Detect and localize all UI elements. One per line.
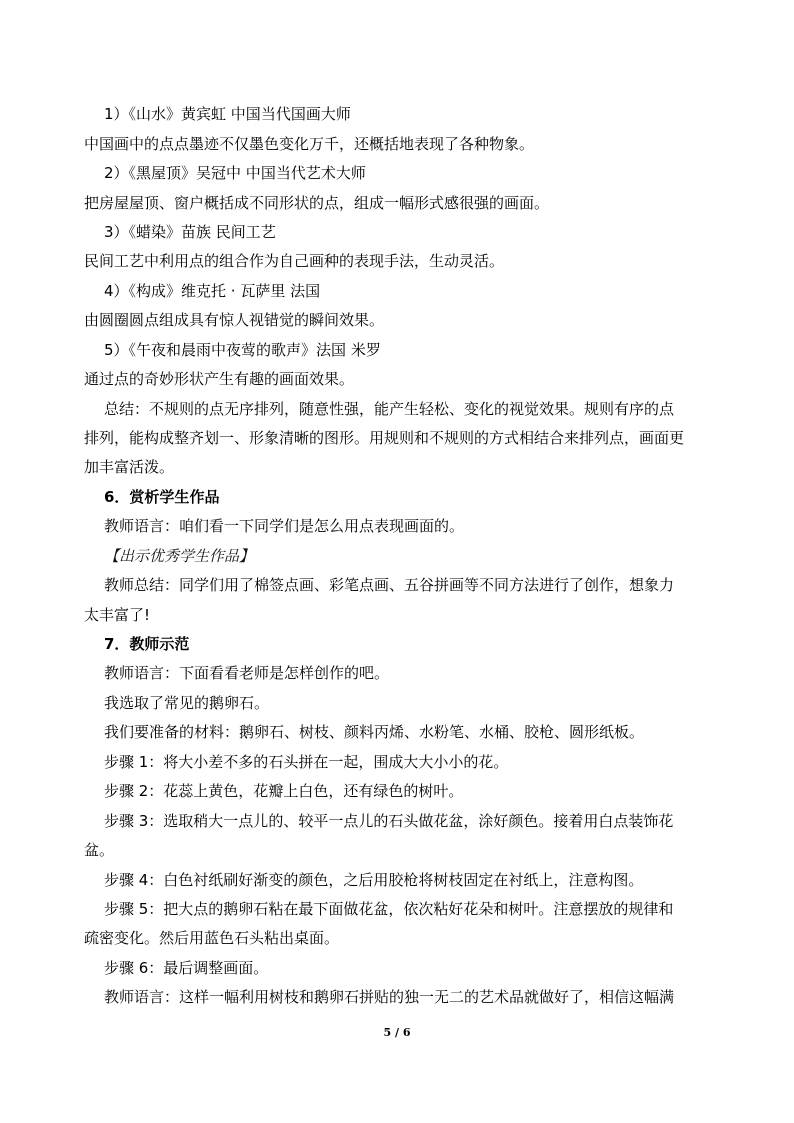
summary-paragraph: 加丰富活泼。 xyxy=(84,458,175,476)
step-3: 步骤 3：选取稍大一点儿的、较平一点儿的石头做花盆，涂好颜色。接着用白点装饰花 xyxy=(104,812,674,830)
teacher-summary: 教师总结：同学们用了棉签点画、彩笔点画、五谷拼画等不同方法进行了创作，想象力 xyxy=(104,576,675,594)
artwork-item-4: 4）《构成》维克托 · 瓦萨里 法国 xyxy=(104,282,321,300)
artwork-description: 通过点的奇妙形状产生有趣的画面效果。 xyxy=(84,370,355,388)
step-1: 步骤 1：将大小差不多的石头拼在一起，围成大大小小的花。 xyxy=(104,753,509,771)
step-3: 盆。 xyxy=(84,841,115,859)
section-heading-6: 6．赏析学生作品 xyxy=(104,488,220,506)
teacher-speech: 教师语言：下面看看老师是怎样创作的吧。 xyxy=(104,664,390,682)
step-2: 步骤 2：花蕊上黄色，花瓣上白色，还有绿色的树叶。 xyxy=(104,782,464,800)
materials-list: 我们要准备的材料：鹅卵石、树枝、颜料丙烯、水粉笔、水桶、胶枪、圆形纸板。 xyxy=(104,723,645,741)
step-6: 步骤 6：最后调整画面。 xyxy=(104,959,269,977)
artwork-description: 由圆圈圆点组成具有惊人视错觉的瞬间效果。 xyxy=(84,311,385,329)
artwork-item-1: 1）《山水》黄宾虹 中国当代国画大师 xyxy=(104,105,351,123)
artwork-item-3: 3）《蜡染》苗族 民间工艺 xyxy=(104,223,276,241)
step-5: 步骤 5：把大点的鹅卵石粘在最下面做花盆，依次粘好花朵和树叶。注意摆放的规律和 xyxy=(104,900,674,918)
artwork-description: 民间工艺中利用点的组合作为自己画种的表现手法，生动灵活。 xyxy=(84,252,505,270)
step-5: 疏密变化。然后用蓝色石头粘出桌面。 xyxy=(84,929,340,947)
teacher-speech: 教师语言：这样一幅利用树枝和鹅卵石拼贴的独一无二的艺术品就做好了，相信这幅满 xyxy=(104,988,675,1006)
artwork-description: 把房屋屋顶、窗户概括成不同形状的点，组成一幅形式感很强的画面。 xyxy=(84,194,550,212)
artwork-description: 中国画中的点点墨迹不仅墨色变化万千，还概括地表现了各种物象。 xyxy=(84,135,535,153)
summary-paragraph: 排列，能构成整齐划一、形象清晰的图形。用规则和不规则的方式相结合来排列点，画面更 xyxy=(84,429,685,447)
section-heading-7: 7．教师示范 xyxy=(104,635,190,653)
summary-paragraph: 总结：不规则的点无序排列，随意性强，能产生轻松、变化的视觉效果。规则有序的点 xyxy=(104,400,675,418)
teacher-speech: 教师语言：咱们看一下同学们是怎么用点表现画面的。 xyxy=(104,517,465,535)
body-text: 我选取了常见的鹅卵石。 xyxy=(104,694,270,712)
show-works-note: 【出示优秀学生作品】 xyxy=(104,547,255,565)
step-4: 步骤 4：白色衬纸刷好渐变的颜色，之后用胶枪将树枝固定在衬纸上，注意构图。 xyxy=(104,871,644,889)
teacher-summary: 太丰富了! xyxy=(84,606,151,624)
artwork-item-5: 5）《午夜和晨雨中夜莺的歌声》法国 米罗 xyxy=(104,341,381,359)
artwork-item-2: 2）《黑屋顶》吴冠中 中国当代艺术大师 xyxy=(104,164,366,182)
page-number: 5 / 6 xyxy=(383,1026,411,1039)
